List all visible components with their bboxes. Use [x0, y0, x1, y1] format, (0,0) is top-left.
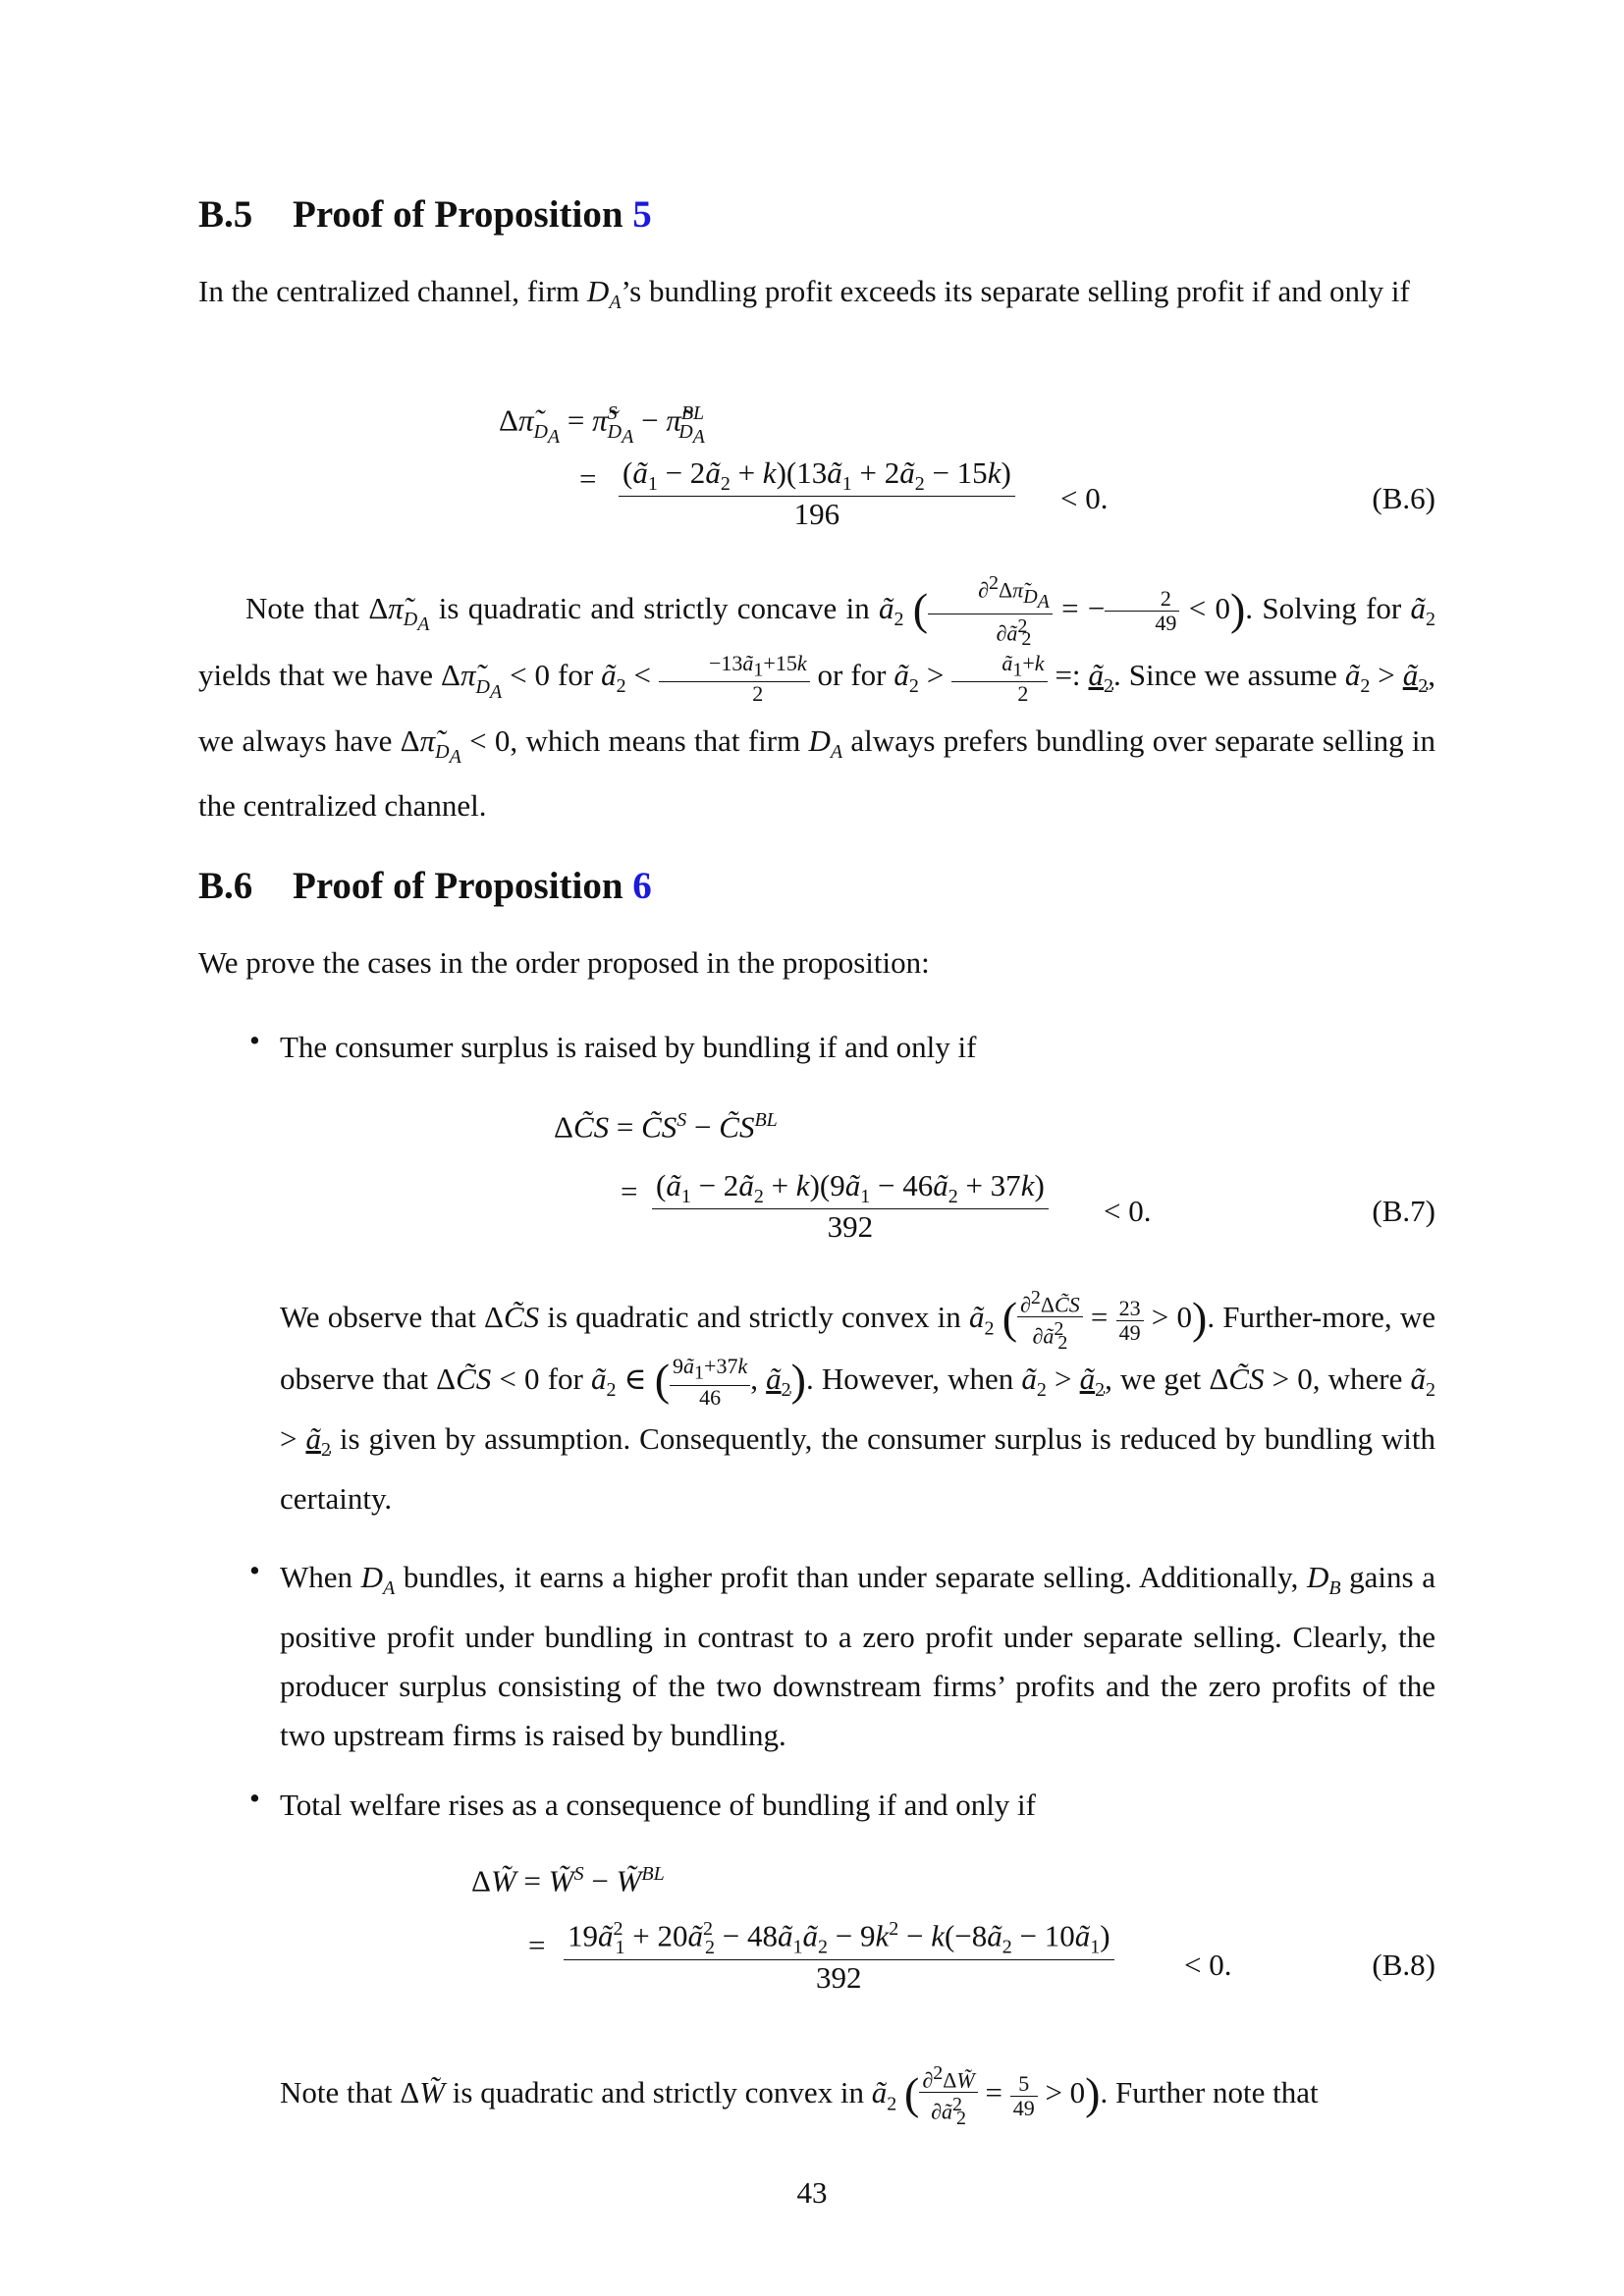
equation-denominator: 392 [827, 1209, 874, 1245]
section-heading-b5 [198, 192, 652, 237]
section-number: B.5 [198, 193, 253, 236]
bullet-lead-3: Total welfare rises as a consequence of bundling if and only if [280, 1788, 1036, 1822]
equation-line-1: ΔC̃S = $C̃S^S$ − $C̃S^{BL}$ [554, 1109, 778, 1145]
equation-tail: < 0. [1184, 1948, 1232, 1982]
section-heading-b6 [198, 864, 652, 908]
equation-fraction [619, 455, 1015, 532]
bullet-follow-3: Note that ΔW̃ is quadratic and strictly convex in $ã_2$ ( $\frac{\partial^2\Delta W̃}{\partial ã^2_2}$ = $\frac{5}{49}$ > 0). Further note that [280, 2062, 1319, 2130]
proposition-link[interactable]: 5 [632, 193, 652, 236]
equation-tail: < 0. [1060, 481, 1109, 515]
equation-line-1: $\Delta\pĩ_{D_A}$ = π̃$^S_{D_A}$ − π̃$^{BL}_{D_A}$ [499, 402, 705, 448]
equation-tail: < 0. [1104, 1194, 1152, 1228]
section-number: B.6 [198, 865, 253, 907]
paragraph-body-b5: Note that $\Delta\pĩ_{D_A}$ is quadratic and strictly concave in $ã_2$ ( $\frac{\partial^2\Delta\pĩ_{D_A}}{\partial ã^2_2}$ = − $\frac{2}{49}$ < 0). Solving for $ã_2$ yields that we have $\Delta\pĩ_{D_A} < 0$ for $ã_2$ < $\frac{-13ã_1+15k}{2}$ or for $ã_2$ > $\frac{ã_1+k}{2}$ =: $ã_2$. Since we assume $ã_2$ > $ã_2$, we always have $\Delta\pĩ_{D_A} < 0$, which means that firm $D_A$ always prefers bundling over separate selling in the centralized channel. [198, 572, 1436, 823]
proposition-link[interactable]: 6 [632, 865, 652, 907]
section-title: Proof of Proposition [293, 865, 623, 907]
equation-numerator: ($ã_1$ − $2ã_2$ + $k)(9ã_1$ − $46ã_2 + 37k$) [652, 1168, 1049, 1209]
equation-fraction [652, 1168, 1049, 1245]
equation-b7 [0, 1109, 1624, 1247]
bullet-marker: • [249, 1781, 260, 1815]
equation-label: (B.7) [1372, 1194, 1435, 1228]
equation-denominator: 392 [816, 1959, 862, 1995]
equals-sign: = [621, 1174, 638, 1208]
paragraph-intro-b6: We prove the cases in the order proposed in the proposition: [198, 945, 930, 980]
bullet-marker: • [249, 1023, 260, 1057]
equals-sign: = [579, 461, 597, 496]
equation-b8 [0, 1863, 1624, 2001]
bullet-lead-2: When $D_A$ bundles, it earns a higher profit than under separate selling. Additionally, $D_B$ gains a positive profit under bundling in contrast to a zero profit under separate selling. Clearly, the producer surplus consisting of the two downstream firms’ profits and the zero profits of the two upstream firms is raised by bundling. [280, 1560, 1435, 1753]
equation-line-1: ΔW̃ = W̃$^S$ − W̃$^{BL}$ [471, 1863, 665, 1898]
bullet-follow-1: We observe that ΔC̃S is quadratic and strictly convex in $ã_2$ ( $\frac{\partial^2\Delta C̃S}{\partial ã^2_2}$ = $\frac{23}{49}$ > 0). Further-more, we observe that ΔC̃S < 0 for $ã_2$ ∈ ( $\frac{9ã_1+37k}{46}$ , $ã_2$). However, when $ã_2$ > $ã_2$, we get ΔC̃S > 0, where $ã_2$ > $ã_2$ is given by assumption. Consequently, the consumer surplus is reduced by bundling with certainty. [280, 1287, 1436, 1517]
equation-numerator: ($ã_1$ − $2ã_2$ + $k)(13ã_1$ + $2ã_2 - 15k$) [619, 455, 1015, 497]
paragraph-intro-b5: In the centralized channel, firm $D_A’s$ bundling profit exceeds its separate selling profit if and only if [198, 274, 1410, 314]
equation-fraction [564, 1918, 1114, 1996]
section-title: Proof of Proposition [293, 193, 623, 236]
equation-label: (B.6) [1372, 481, 1435, 515]
equals-sign: = [528, 1928, 546, 1962]
bullet-lead-1: The consumer surplus is raised by bundling if and only if [280, 1030, 977, 1064]
equation-numerator: $19ã^2_1$ + $20ã^2_2$ − $48ã_1ã_2 - 9k^2$ − $k(-8ã_2$ − $10ã_1$) [564, 1918, 1114, 1960]
equation-label: (B.8) [1372, 1948, 1435, 1982]
equation-b6 [0, 402, 1624, 540]
equation-denominator: 196 [793, 497, 840, 532]
page-number: 43 [796, 2175, 828, 2210]
bullet-marker: • [249, 1553, 260, 1587]
